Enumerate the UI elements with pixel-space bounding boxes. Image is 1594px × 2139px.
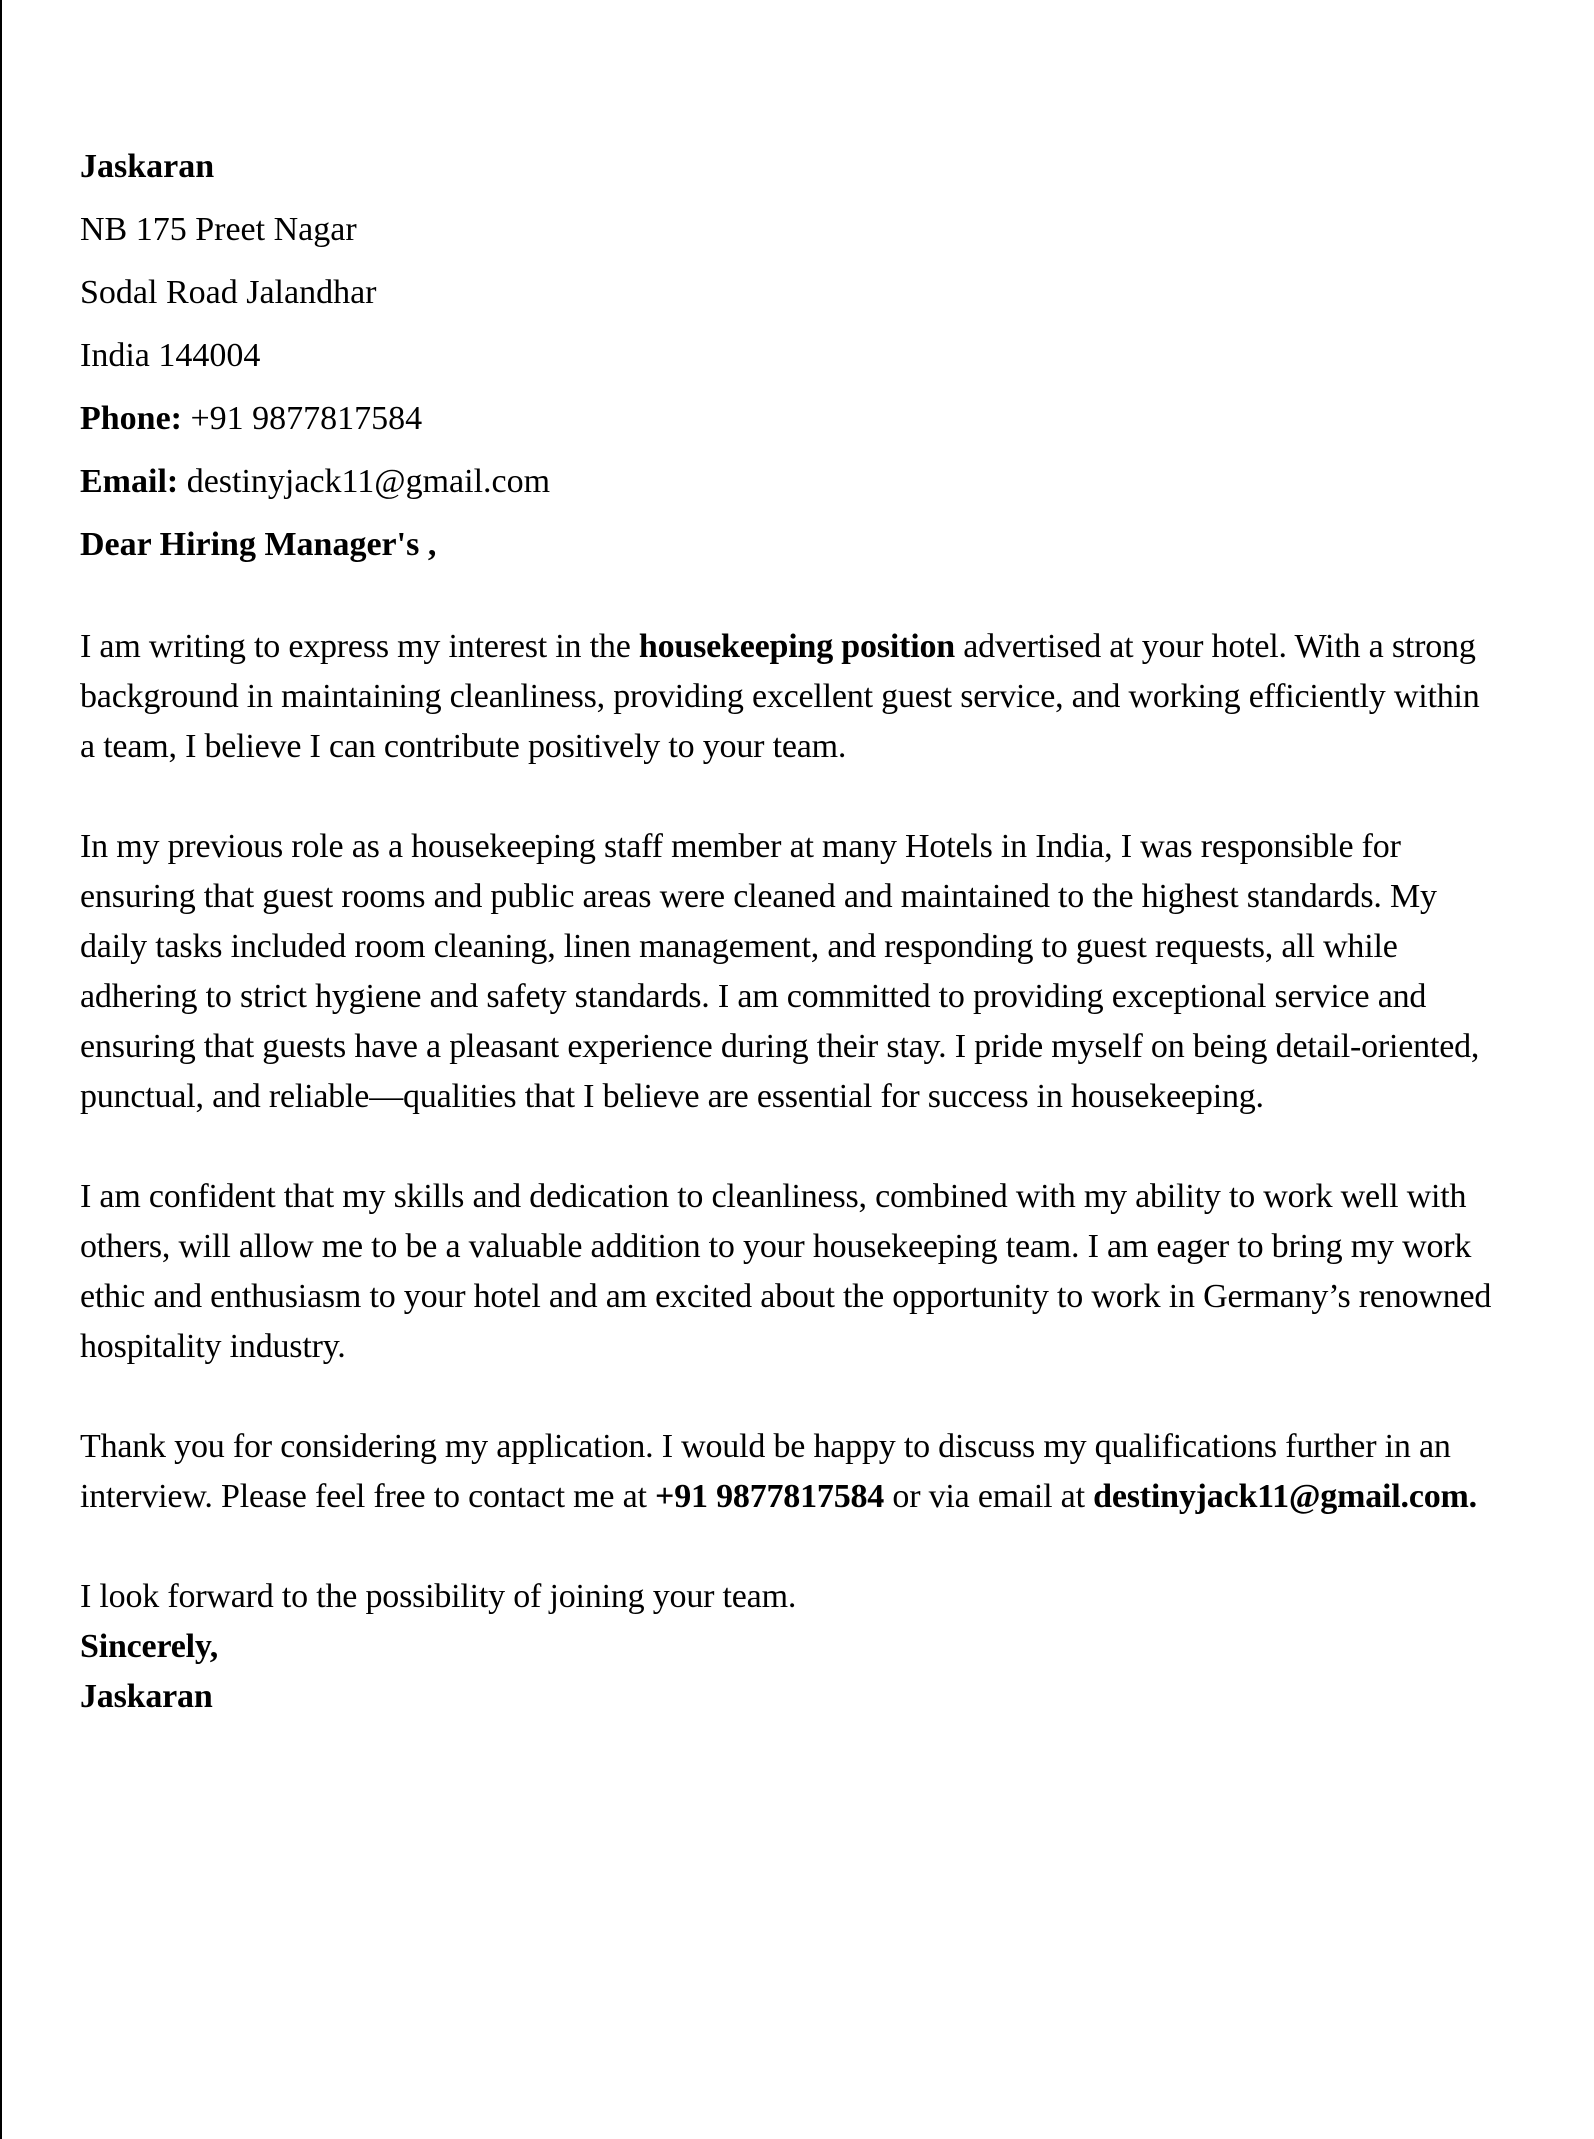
phone-label: Phone: [80, 400, 182, 437]
email-value: destinyjack11@gmail.com [178, 463, 551, 500]
page-left-edge-artifact [0, 0, 2, 2139]
sender-name: Jaskaran [80, 148, 215, 185]
sender-info-block [80, 142, 1492, 570]
sender-address-line-3: India 144004 [80, 337, 261, 374]
paragraph-experience: In my previous role as a housekeeping staff member at many Hotels in India, I was responsible for ensuring that guest rooms and public areas were cleaned and maintained to the highest standards. My daily tasks included room cleaning, linen management, and responding to guest requests, all while adhering to strict hygiene and safety standards. I am committed to providing exceptional service and ensuring that guests have a pleasant experience during their stay. I pride myself on being detail-oriented, punctual, and reliable—qualities that I believe are essential for success in housekeeping. [80, 828, 1480, 1115]
paragraph-thanks: Thank you for considering my application. I would be happy to discuss my qualifications further in an interview. Please feel free to contact me at +91 9877817584 or via email at destinyjack11@gmail.com. [80, 1428, 1477, 1515]
sender-phone-line [80, 394, 1492, 444]
email-label: Email: [80, 463, 179, 500]
letter-content [80, 142, 1492, 1722]
sender-email-line [80, 457, 1492, 507]
closing-block [80, 1572, 1492, 1722]
signoff: Sincerely, [80, 1628, 219, 1665]
signature-name: Jaskaran [80, 1678, 213, 1715]
paragraph-skills: I am confident that my skills and dedication to cleanliness, combined with my ability to work well with others, will allow me to be a valuable addition to your housekeeping team. I am eager to bring my work ethic and enthusiasm to your hotel and am excited about the opportunity to work in Germany’s renowned hospitality industry. [80, 1178, 1492, 1365]
salutation: Dear Hiring Manager's , [80, 526, 437, 563]
phone-value: +91 9877817584 [182, 400, 423, 437]
sender-address-line-2: Sodal Road Jalandhar [80, 274, 377, 311]
paragraph-introduction: I am writing to express my interest in the housekeeping position advertised at your hotel. With a strong background in maintaining cleanliness, providing excellent guest service, and working efficiently within a team, I believe I can contribute positively to your team. [80, 628, 1480, 765]
sender-address-line-1: NB 175 Preet Nagar [80, 211, 357, 248]
closing-line: I look forward to the possibility of joining your team. [80, 1578, 797, 1615]
